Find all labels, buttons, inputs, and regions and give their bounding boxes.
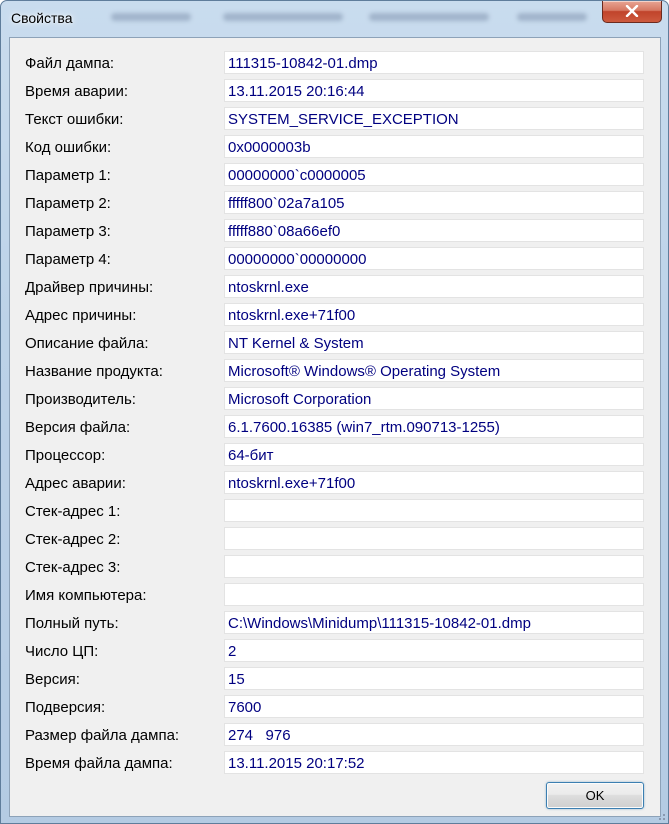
property-label: Адрес аварии: xyxy=(25,475,126,492)
property-label: Код ошибки: xyxy=(25,139,112,156)
property-row xyxy=(10,583,660,607)
properties-panel xyxy=(9,37,661,817)
property-value-field[interactable] xyxy=(224,471,644,494)
property-value-field[interactable] xyxy=(224,191,644,214)
property-value: Microsoft Corporation xyxy=(228,391,372,408)
property-label: Параметр 2: xyxy=(25,195,111,212)
property-value-field[interactable] xyxy=(224,275,644,298)
property-label: Драйвер причины: xyxy=(25,279,154,296)
property-value: 00000000`c0000005 xyxy=(228,167,366,184)
property-row xyxy=(10,163,660,187)
property-value-field[interactable] xyxy=(224,555,644,578)
property-label: Стек-адрес 3: xyxy=(25,559,121,576)
property-value: 13.11.2015 20:17:52 xyxy=(228,755,365,772)
blurred-background-text xyxy=(111,13,191,21)
property-value: ntoskrnl.exe xyxy=(228,279,309,296)
property-label: Производитель: xyxy=(25,391,136,408)
property-row xyxy=(10,415,660,439)
property-value: 274 976 xyxy=(228,727,291,744)
property-row xyxy=(10,191,660,215)
property-row xyxy=(10,219,660,243)
property-value: fffff880`08a66ef0 xyxy=(228,223,341,240)
property-label: Параметр 1: xyxy=(25,167,111,184)
property-label: Параметр 4: xyxy=(25,251,111,268)
property-value: 2 xyxy=(228,643,237,660)
property-value: SYSTEM_SERVICE_EXCEPTION xyxy=(228,111,459,128)
property-row xyxy=(10,471,660,495)
property-row xyxy=(10,331,660,355)
property-value-field[interactable] xyxy=(224,247,644,270)
blurred-background-text xyxy=(223,13,343,21)
property-row xyxy=(10,275,660,299)
property-label: Версия файла: xyxy=(25,419,131,436)
property-label: Описание файла: xyxy=(25,335,149,352)
property-label: Размер файла дампа: xyxy=(25,727,180,744)
property-value-field[interactable] xyxy=(224,443,644,466)
property-row xyxy=(10,611,660,635)
property-value: fffff800`02a7a105 xyxy=(228,195,345,212)
property-value-field[interactable] xyxy=(224,79,644,102)
property-label: Версия: xyxy=(25,671,80,688)
property-value: Microsoft® Windows® Operating System xyxy=(228,363,501,380)
property-row xyxy=(10,639,660,663)
property-value-field[interactable] xyxy=(224,415,644,438)
blurred-background-text xyxy=(369,13,489,21)
property-value-field[interactable] xyxy=(224,695,644,718)
property-label: Стек-адрес 2: xyxy=(25,531,121,548)
property-value-field[interactable] xyxy=(224,499,644,522)
property-label: Параметр 3: xyxy=(25,223,111,240)
property-value: 111315-10842-01.dmp xyxy=(228,55,378,72)
property-row xyxy=(10,667,660,691)
property-label: Процессор: xyxy=(25,447,106,464)
property-value-field[interactable] xyxy=(224,751,644,774)
property-row xyxy=(10,555,660,579)
property-row xyxy=(10,51,660,75)
property-row xyxy=(10,499,660,523)
property-label: Подверсия: xyxy=(25,699,106,716)
title-bar[interactable] xyxy=(1,1,668,37)
property-label: Полный путь: xyxy=(25,615,119,632)
property-row xyxy=(10,79,660,103)
property-row xyxy=(10,723,660,747)
property-value: NT Kernel & System xyxy=(228,335,364,352)
property-value: C:\Windows\Minidump\111315-10842-01.dmp xyxy=(228,615,531,632)
property-value-field[interactable] xyxy=(224,51,644,74)
resize-grip-icon[interactable] xyxy=(656,811,666,821)
property-value-field[interactable] xyxy=(224,527,644,550)
property-row xyxy=(10,695,660,719)
property-value-field[interactable] xyxy=(224,387,644,410)
property-label: Стек-адрес 1: xyxy=(25,503,121,520)
property-value: 13.11.2015 20:16:44 xyxy=(228,83,365,100)
property-value-field[interactable] xyxy=(224,611,644,634)
property-value: 15 xyxy=(228,671,245,688)
property-row xyxy=(10,135,660,159)
property-row xyxy=(10,359,660,383)
window-title: Свойства xyxy=(11,10,73,26)
property-value-field[interactable] xyxy=(224,163,644,186)
property-row xyxy=(10,443,660,467)
property-label: Адрес причины: xyxy=(25,307,137,324)
property-value-field[interactable] xyxy=(224,303,644,326)
property-label: Текст ошибки: xyxy=(25,111,124,128)
property-row xyxy=(10,107,660,131)
property-value: 7600 xyxy=(228,699,262,716)
close-icon xyxy=(625,5,639,17)
property-value-field[interactable] xyxy=(224,667,644,690)
property-label: Файл дампа: xyxy=(25,55,115,72)
property-value-field[interactable] xyxy=(224,583,644,606)
property-row xyxy=(10,303,660,327)
property-label: Число ЦП: xyxy=(25,643,99,660)
property-row xyxy=(10,387,660,411)
property-label: Имя компьютера: xyxy=(25,587,147,604)
property-row xyxy=(10,751,660,775)
ok-button[interactable]: OK xyxy=(546,782,644,809)
blurred-background-text xyxy=(517,13,587,21)
property-label: Название продукта: xyxy=(25,363,163,380)
property-value: ntoskrnl.exe+71f00 xyxy=(228,307,356,324)
property-label: Время аварии: xyxy=(25,83,129,100)
property-value: 64-бит xyxy=(228,447,274,464)
property-row xyxy=(10,527,660,551)
property-row xyxy=(10,247,660,271)
property-value-field[interactable] xyxy=(224,135,644,158)
property-value-field[interactable] xyxy=(224,219,644,242)
close-button[interactable] xyxy=(602,1,662,23)
property-value-field[interactable] xyxy=(224,107,644,130)
property-value: 0x0000003b xyxy=(228,139,311,156)
property-value-field[interactable] xyxy=(224,359,644,382)
property-value: ntoskrnl.exe+71f00 xyxy=(228,475,356,492)
property-value-field[interactable] xyxy=(224,723,644,746)
property-value: 6.1.7600.16385 (win7_rtm.090713-1255) xyxy=(228,419,500,436)
property-value-field[interactable] xyxy=(224,331,644,354)
property-value-field[interactable] xyxy=(224,639,644,662)
property-label: Время файла дампа: xyxy=(25,755,173,772)
property-value: 00000000`00000000 xyxy=(228,251,367,268)
